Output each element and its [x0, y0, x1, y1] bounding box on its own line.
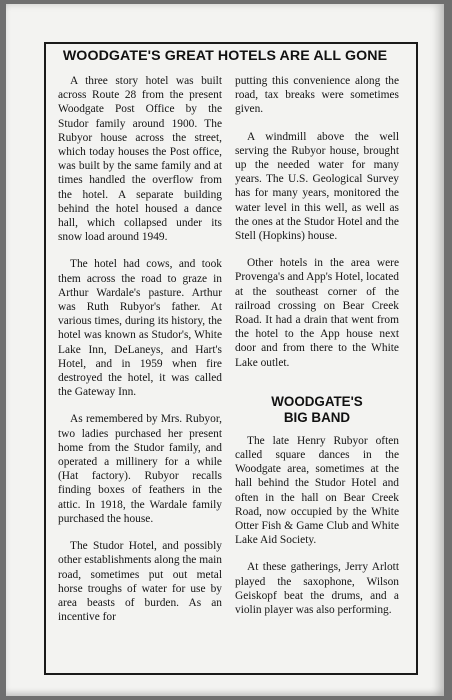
paragraph: At these gatherings, Jerry Arlott played the saxophone, Wilson Geiskopf beat the drums, and a violin player was also performing. [235, 561, 399, 617]
paragraph: The hotel had cows, and took them across the road to graze in Arthur Wardale's pasture. Arthur was Ruth Rubyor's father. At various times, during its history, the hotel was known as Studor's, White Lake Inn, DeLaneys, and Hart's Hotel, and in 1959 when fire destroyed the hotel, it was called the Gateway Inn. [58, 258, 222, 399]
left-column [58, 74, 222, 637]
paragraph: putting this convenience along the road, tax breaks were sometimes given. [235, 75, 399, 116]
right-column [235, 74, 399, 630]
section-heading-line: BIG BAND [283, 409, 351, 425]
paragraph: A windmill above the well serving the Rubyor house, brought up the needed water for many years. The U.S. Geological Survey has for many years, monitored the water level in this well, as well as the ones at the Studor Hotel and the Stell (Hopkins) house. [235, 130, 399, 243]
section-heading-line: WOODGATE'S [271, 393, 363, 409]
paragraph: The late Henry Rubyor often called square dances in the Woodgate area, sometimes at the hall behind the Studor Hotel and often in the hall on Bear Creek Road, now occupied by the White Otter Fish & Game Club and White Lake Aid Society. [235, 434, 399, 547]
section-heading [235, 394, 399, 426]
paragraph: As remembered by Mrs. Rubyor, two ladies purchased her present home from the Studor family, and operated a millinery for a while (Hat factory). Rubyor recalls finding boxes of feathers in the attic. In 1918, the Wardale family purchased the house. [58, 413, 222, 525]
paragraph: A three story hotel was built across Route 28 from the present Woodgate Post Office by the Studor family around 1900. The Rubyor house across the street, which today houses the Post office, was built by the same family and at times handled the overflow from the hotel. A separate building behind the hotel housed a dance hall, which collapsed under its snow load around 1949. [58, 75, 222, 244]
article-title: WOODGATE'S GREAT HOTELS ARE ALL GONE [62, 48, 388, 64]
paragraph: Other hotels in the area were Provenga's and App's Hotel, located at the southeast corner of the railroad crossing on Bear Creek Road. It had a drain that went from the hotel to the App house next door and from there to the White Lake outlet. [235, 257, 399, 369]
paragraph: The Studor Hotel, and possibly other establishments along the main road, sometimes put out metal horse troughs of water for use by area beasts of burden. As an incentive for [58, 540, 222, 624]
